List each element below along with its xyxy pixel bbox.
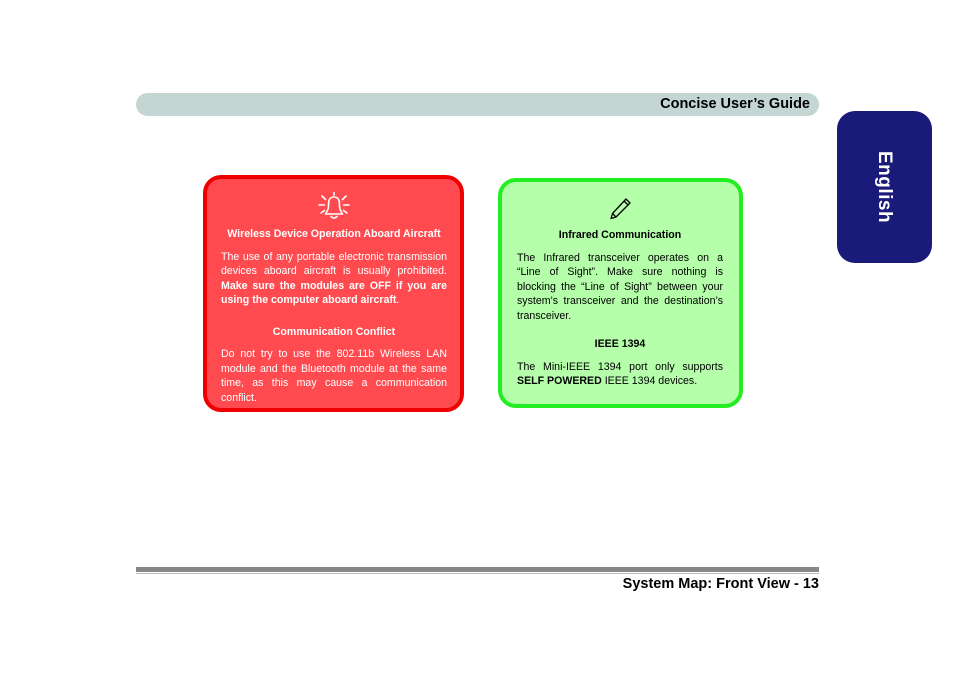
note-section2-bold: SELF POWERED — [517, 375, 602, 387]
language-tab-label: English — [874, 150, 895, 224]
footer-title: System Map: Front View - 13 — [622, 576, 819, 592]
note-section1-title: Infrared Communication — [558, 229, 682, 241]
warning-section1-text: The use of any portable electronic transmission devices aboard aircraft is usually prohibited. Make sure the modules are OFF if you are using the computer aboard aircraft. — [221, 250, 447, 306]
note-section2-text: The Mini-IEEE 1394 port only supports SELF POWERED IEEE 1394 devices. — [517, 360, 723, 387]
warning-bell-icon — [316, 191, 352, 221]
note-section2-title: IEEE 1394 — [594, 338, 646, 350]
warning-section2-title: Communication Conflict — [272, 325, 396, 338]
note-section1-text: The Infrared transceiver operates on a “Line of Sight”. Make sure nothing is blocking the “Line of Sight” between your system’s transceiver and the destination’s transceiver. — [517, 251, 723, 322]
warning-box — [203, 175, 464, 412]
warning-section1-title: Wireless Device Operation Aboard Aircraft — [227, 228, 441, 240]
header-bar — [136, 93, 819, 116]
warning-icon-wrap — [221, 185, 447, 221]
pen-note-icon — [607, 196, 633, 222]
header-title: Concise User’s Guide — [660, 96, 810, 112]
note-box — [498, 178, 743, 408]
warning-section2-text: Do not try to use the 802.11b Wireless LAN module and the Bluetooth module at the same time, as this may cause a communication conflict. — [221, 348, 447, 404]
warning-section1-bold: Make sure the modules are OFF if you are using the computer aboard aircraft — [221, 279, 447, 306]
language-tab[interactable] — [837, 111, 932, 263]
note-icon-wrap — [517, 186, 723, 222]
footer-rule — [136, 567, 819, 572]
